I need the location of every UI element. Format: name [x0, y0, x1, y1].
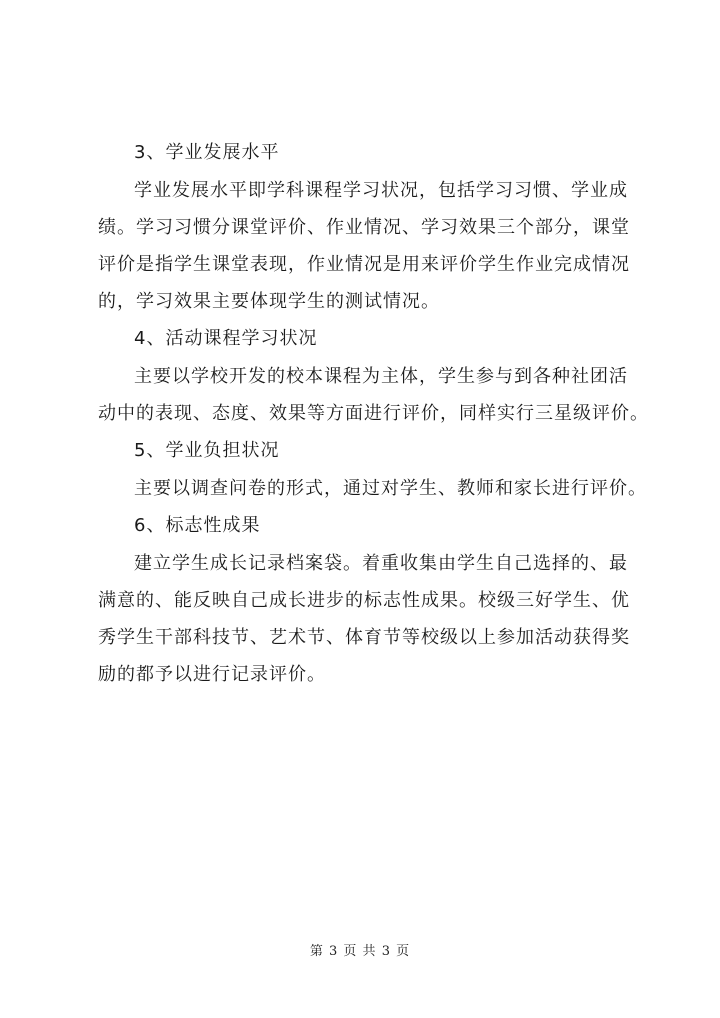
paragraph-line: 建立学生成长记录档案袋。着重收集由学生自己选择的、最 [134, 553, 628, 574]
section-heading: 4、活动课程学习状况 [134, 328, 318, 349]
paragraph-line: 的，学习效果主要体现学生的测试情况。 [98, 291, 440, 312]
section-paragraph [98, 470, 647, 507]
page-footer: 第 3 页 共 3 页 [309, 944, 411, 959]
paragraph-line: 励的都予以进行记录评价。 [98, 664, 326, 685]
paragraph-line: 动中的表现、态度、效果等方面进行评价，同样实行三星级评价。 [98, 403, 649, 424]
paragraph-line: 主要以学校开发的校本课程为主体，学生参与到各种社团活 [134, 366, 628, 387]
paragraph-line: 绩。学习习惯分课堂评价、作业情况、学习效果三个部分，课堂 [98, 217, 630, 238]
section-heading: 6、标志性成果 [134, 515, 261, 536]
paragraph-line: 满意的、能反映自己成长进步的标志性成果。校级三好学生、优 [98, 590, 630, 611]
section-heading: 3、学业发展水平 [134, 142, 280, 163]
paragraph-line: 秀学生干部科技节、艺术节、体育节等校级以上参加活动获得奖 [98, 627, 630, 648]
section-heading: 5、学业负担状况 [134, 440, 280, 461]
document-body [98, 134, 649, 693]
paragraph-line: 学业发展水平即学科课程学习状况，包括学习习惯、学业成 [134, 180, 628, 201]
paragraph-line: 主要以调查问卷的形式，通过对学生、教师和家长进行评价。 [134, 478, 647, 499]
section-paragraph [98, 545, 636, 693]
paragraph-line: 评价是指学生课堂表现，作业情况是用来评价学生作业完成情况 [98, 254, 630, 275]
section-paragraph [98, 172, 636, 320]
section-paragraph [98, 358, 649, 432]
